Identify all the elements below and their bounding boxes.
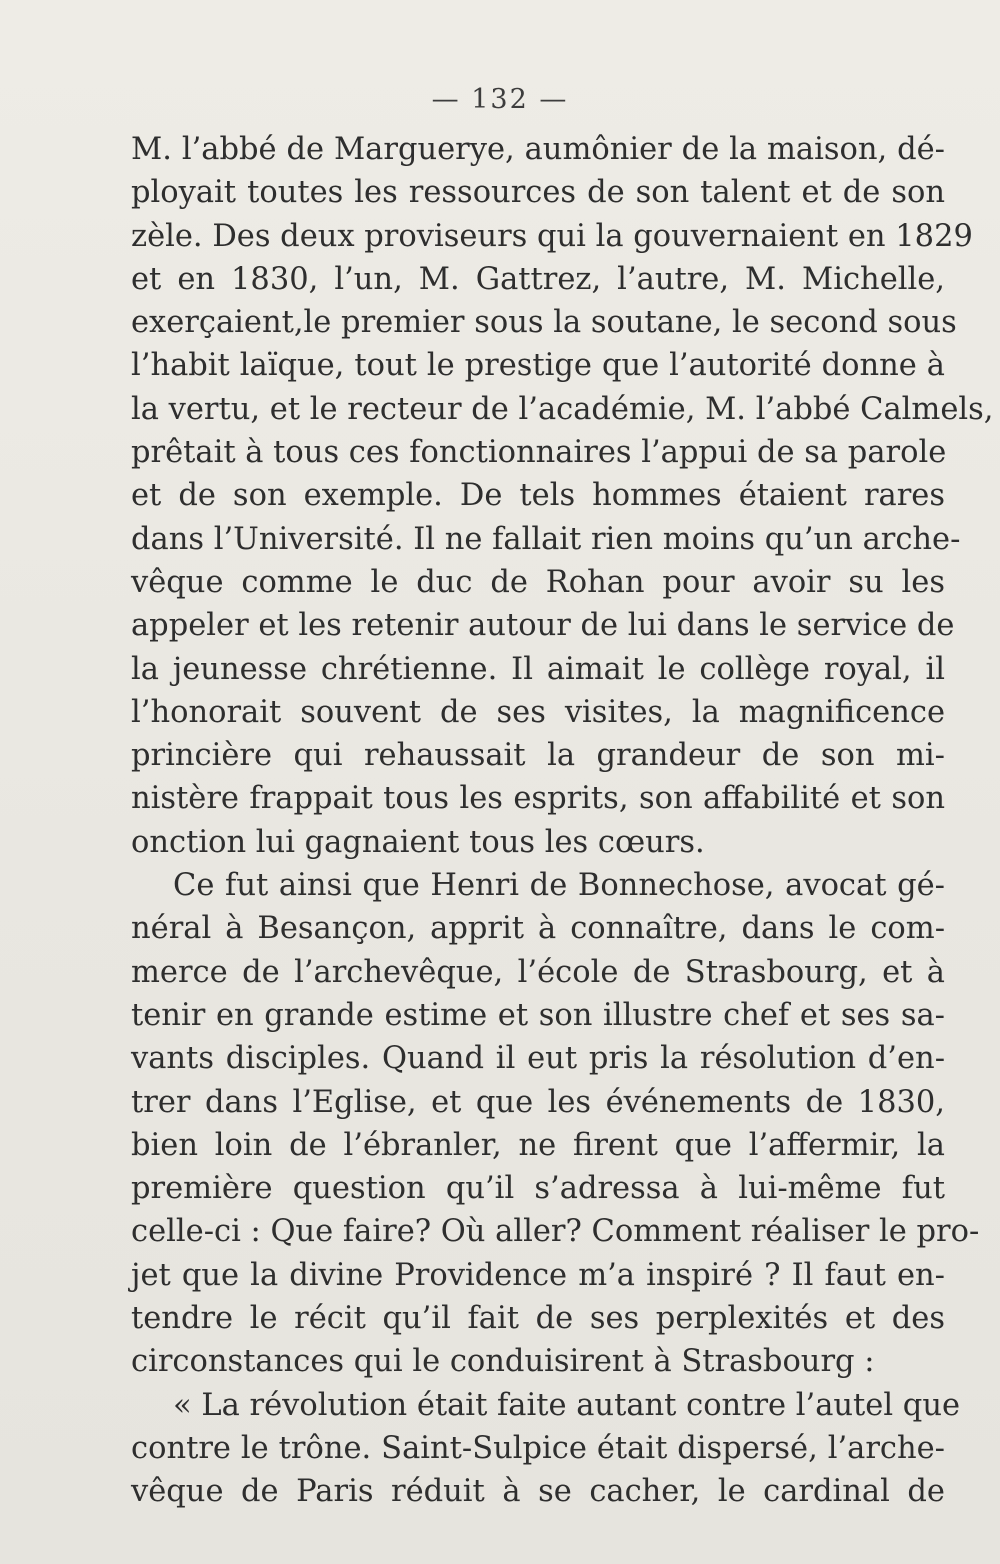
text-line: celle-ci : Que faire? Où aller? Comment réaliser le pro- [131,1214,980,1250]
text-line: « La révolution était faite autant contre l’autel que [173,1387,961,1423]
text-line: Ce fut ainsi que Henri de Bonnechose, avocat gé- [173,868,945,904]
text-line: dans l’Université. Il ne fallait rien moins qu’un arche- [131,521,961,557]
text-line: zèle. Des deux proviseurs qui la gouvernaient en 1829 [131,218,973,254]
text-line: vêque de Paris réduit à se cacher, le cardinal de [131,1474,945,1510]
body-text [131,128,994,1514]
text-line: première question qu’il s’adressa à lui-même fut [131,1171,945,1207]
text-line: prêtait à tous ces fonctionnaires l’appui de sa parole [131,435,947,471]
text-line: la vertu, et le recteur de l’académie, M. l’abbé Calmels, [131,391,994,427]
text-line: princière qui rehaussait la grandeur de son mi- [131,738,945,774]
text-line: jet que la divine Providence m’a inspiré ? Il faut en- [131,1257,945,1293]
text-line: et de son exemple. De tels hommes étaient rares [131,478,945,514]
text-line: bien loin de l’ébranler, ne firent que l’affermir, la [131,1127,945,1163]
text-line: circonstances qui le conduisirent à Strasbourg : [131,1344,875,1380]
paragraph-3 [131,1384,961,1514]
text-line: et en 1830, l’un, M. Gattrez, l’autre, M. Michelle, [131,261,945,297]
text-line: vants disciples. Quand il eut pris la résolution d’en- [131,1041,945,1077]
text-line: appeler et les retenir autour de lui dans le service de [131,608,955,644]
text-line: tendre le récit qu’il fait de ses perplexités et des [131,1301,945,1337]
text-line: la jeunesse chrétienne. Il aimait le collège royal, il [131,651,945,687]
text-line: M. l’abbé de Marguerye, aumônier de la maison, dé- [131,132,945,167]
text-line: exerçaient,le premier sous la soutane, le second sous [131,305,957,341]
text-line: néral à Besançon, apprit à connaître, dans le com- [131,911,945,947]
text-line: l’habit laïque, tout le prestige que l’autorité donne à [131,348,945,384]
page-number: — 132 — [431,84,569,115]
text-line: merce de l’archevêque, l’école de Strasbourg, et à [131,954,945,990]
text-line: trer dans l’Eglise, et que les événements de 1830, [131,1084,945,1120]
text-line: ployait toutes les ressources de son talent et de son [131,175,945,211]
paragraph-1 [131,128,994,864]
text-line: vêque comme le duc de Rohan pour avoir su les [131,564,945,600]
text-line: tenir en grande estime et son illustre chef et ses sa- [131,997,945,1033]
paragraph-2 [131,864,980,1384]
text-line: nistère frappait tous les esprits, son affabilité et son [131,781,945,817]
text-line: l’honorait souvent de ses visites, la magnificence [131,694,945,730]
text-line: contre le trône. Saint-Sulpice était dispersé, l’arche- [131,1430,945,1466]
text-line: onction lui gagnaient tous les cœurs. [131,824,705,860]
